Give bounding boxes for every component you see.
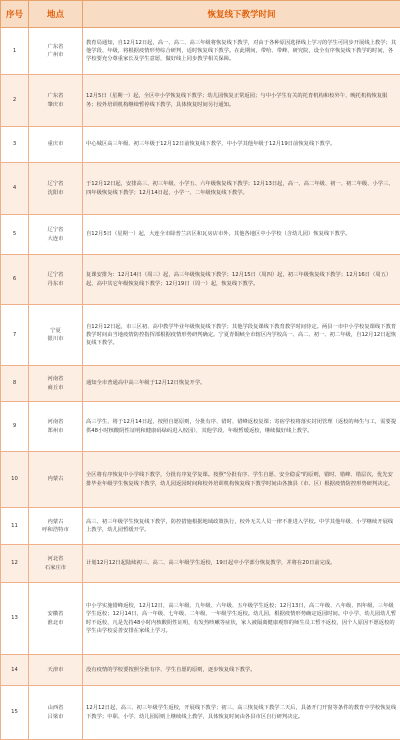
location-city: 呼和浩特市 xyxy=(31,526,80,534)
table-row xyxy=(1,305,400,366)
table-row xyxy=(1,75,400,127)
location-city: 商丘市 xyxy=(31,384,80,392)
row-resume-time: 自12月5日（星期一）起，大连全市除普兰店区和瓦房店市外，其他各地区中小学校（含幼儿园）恢复线下教学。 xyxy=(83,215,400,255)
row-location xyxy=(29,583,83,655)
row-location xyxy=(29,28,83,75)
location-city: 淮北市 xyxy=(31,619,80,627)
row-number: 7 xyxy=(1,305,29,366)
table-row xyxy=(1,583,400,655)
location-province: 天津市 xyxy=(31,666,80,674)
header-no: 序号 xyxy=(1,1,29,28)
row-resume-time: 高三学生，将于12月14日起，按照自愿原则，分批有序、错时、错峰返校复课；寄宿学校将落实封闭管理（返校的师生与工，需要提供48小时核酸阴性证明和健康码绿码进入校园），其他学段、年级暂缓返校，继续做好线上教学。 xyxy=(83,402,400,452)
row-resume-time: 中小学实施错峰返校，12月12日，高三年级、九年级、六年级、五年级学生返校；12月13日，高二年级、八年级、四年级、三年级学生返校；12月14日，高一年级、七年级、二年级、一年级学生返校。幼儿园，根据疫情形势确定返园时间。中小学、幼儿园幼儿暂时不返校，凡是先持48小时内核酸阴性证明，有发热咳嗽等症状，家人被隔离健康观察的师生员工暂不返校，因个人原因不愿返校的学生由学校妥善安排在家线上学习。 xyxy=(83,583,400,655)
row-location xyxy=(29,75,83,127)
row-number: 5 xyxy=(1,215,29,255)
table-row xyxy=(1,366,400,402)
location-city: 沈阳市 xyxy=(31,189,80,197)
table-row xyxy=(1,28,400,75)
row-number: 6 xyxy=(1,255,29,305)
row-location xyxy=(29,686,83,740)
location-province: 山西省 xyxy=(31,704,80,712)
row-resume-time: 于12月12日起，安排高三、初三年级、小学五、六年级恢复线下教学；12月13日起，高一、高二年级、初一、初二年级、小学三、四年级恢复线下教学；12月14日起，小学一、二年级恢复线下教学。 xyxy=(83,163,400,215)
row-resume-time: 全区将有序恢复中小学线下教学，分批有序复学复课。按照"分批有序、学生自愿、安全稳妥"的原则，错时、错峰、错层次，优先安排毕业年级学生恢复线下教学，幼儿园返园时间和校外培训机构恢复线下教学时间由各旗县（市、区）根据疫情防控形势研判决定。 xyxy=(83,452,400,508)
row-location xyxy=(29,305,83,366)
row-location xyxy=(29,127,83,163)
row-resume-time: 复课安排为：12月14日（周三）起，高三年级恢复线下教学；12月15日（周四）起，初三年级恢复线下教学；12月16日（周五）起，高中其它年级恢复线下教学；12月19日（周一）起，恢复线下教学。 xyxy=(83,255,400,305)
header-location: 地点 xyxy=(29,1,83,28)
location-city: 吕梁市 xyxy=(31,713,80,721)
row-number: 15 xyxy=(1,686,29,740)
location-province: 宁夏 xyxy=(31,327,80,335)
row-number: 11 xyxy=(1,508,29,545)
location-city: 丹东市 xyxy=(31,280,80,288)
location-province: 内蒙古 xyxy=(31,518,80,526)
row-location xyxy=(29,163,83,215)
row-resume-time: 中心城区高三年级、初三年级于12月12日前恢复线下教学，中小学其他年级于12月19日前恢复线下教学。 xyxy=(83,127,400,163)
row-location xyxy=(29,452,83,508)
location-city: 银川市 xyxy=(31,335,80,343)
location-province: 辽宁省 xyxy=(31,180,80,188)
row-location xyxy=(29,545,83,583)
location-province: 辽宁省 xyxy=(31,271,80,279)
table-row xyxy=(1,215,400,255)
row-number: 4 xyxy=(1,163,29,215)
row-resume-time: 没有疫情的学校要按照分批有序、学生自愿的原则，逐步恢复线下教学。 xyxy=(83,655,400,686)
row-location xyxy=(29,508,83,545)
row-resume-time: 计划12月12日起陆续初三、高二、高三年级学生返校，19日起中小学部分恢复教学，并将在20日前完成。 xyxy=(83,545,400,583)
location-province: 辽宁省 xyxy=(31,226,80,234)
location-city: 郑州市 xyxy=(31,427,80,435)
table-row xyxy=(1,255,400,305)
location-province: 河北省 xyxy=(31,555,80,563)
row-location xyxy=(29,366,83,402)
location-province: 河南省 xyxy=(31,418,80,426)
row-number: 10 xyxy=(1,452,29,508)
row-number: 14 xyxy=(1,655,29,686)
location-province: 广东省 xyxy=(31,92,80,100)
location-province: 内蒙古 xyxy=(31,475,80,483)
row-resume-time: 通知全市普通高中高三年级于12月12日恢复开学。 xyxy=(83,366,400,402)
row-number: 1 xyxy=(1,28,29,75)
table-row xyxy=(1,127,400,163)
table-header-row xyxy=(1,1,400,28)
location-city: 广州市 xyxy=(31,51,80,59)
row-location xyxy=(29,215,83,255)
header-time: 恢复线下教学时间 xyxy=(83,1,400,28)
row-number: 13 xyxy=(1,583,29,655)
location-city: 石家庄市 xyxy=(31,564,80,572)
row-location xyxy=(29,255,83,305)
table-row xyxy=(1,545,400,583)
row-resume-time: 自12月12日起，市三区初、高中教学毕业年级恢复线下教学；其他学段复课线下教育教学时间待定。两县一市中小学校复课线下教育教学时间由当地疫情防控指挥部根据疫情形势研判确定。宁夏青铜峡全市辖区内学校高一、高二、初一、初二年级，自12月12日起恢复线下教学。 xyxy=(83,305,400,366)
location-city: 肇庆市 xyxy=(31,101,80,109)
table-row xyxy=(1,686,400,740)
row-number: 8 xyxy=(1,366,29,402)
row-location xyxy=(29,402,83,452)
row-number: 3 xyxy=(1,127,29,163)
location-province: 安徽省 xyxy=(31,610,80,618)
row-resume-time: 教育局通知，自12月12日起，高一、高二、高三年级将恢复线下教学，对由于各种原因选择线上学习的学生可同步开展线上教学；其他学段、年级，将根据疫情形势综合研判，适时恢复线下教学。在此期间，带哈、带峰、研究院，设全有序恢复线下教学的时间，各学校要充分尊重家长及学生意愿，做好线上同步教学相关保障。 xyxy=(83,28,400,75)
row-number: 2 xyxy=(1,75,29,127)
location-province: 广东省 xyxy=(31,43,80,51)
table-row xyxy=(1,655,400,686)
table-row xyxy=(1,402,400,452)
table-row xyxy=(1,508,400,545)
row-resume-time: 12月12日起，高三、初三年级学生返校，开展线下教学；初三、高三恢复线下教学二天后，具备开门开窗等条件的教育中学校恢复线下教学；中职、小学、幼儿园原则上继续线上教学，具体恢复时间由各县市区自行研判决定。 xyxy=(83,686,400,740)
location-city: 大连市 xyxy=(31,235,80,243)
row-number: 9 xyxy=(1,402,29,452)
table-row xyxy=(1,452,400,508)
row-resume-time: 高三、初三年级学生恢复线下教学，防控措施根据地域政策执行，校外无关人员一律不准进入学校。中学其他年级、小学继续开展线上教学，幼儿园暂缓开学。 xyxy=(83,508,400,545)
row-number: 12 xyxy=(1,545,29,583)
location-province: 重庆市 xyxy=(31,140,80,148)
location-province: 河南省 xyxy=(31,375,80,383)
table-row xyxy=(1,163,400,215)
row-resume-time: 12月5日（星期一）起，全区中小学恢复线下教学；幼儿园恢复正常返园；与中小学生有关的托育机构和校外午、晚托机构恢复服务；校外培训机构继续暂停线下教学，具体恢复时间另行通知。 xyxy=(83,75,400,127)
row-location xyxy=(29,655,83,686)
